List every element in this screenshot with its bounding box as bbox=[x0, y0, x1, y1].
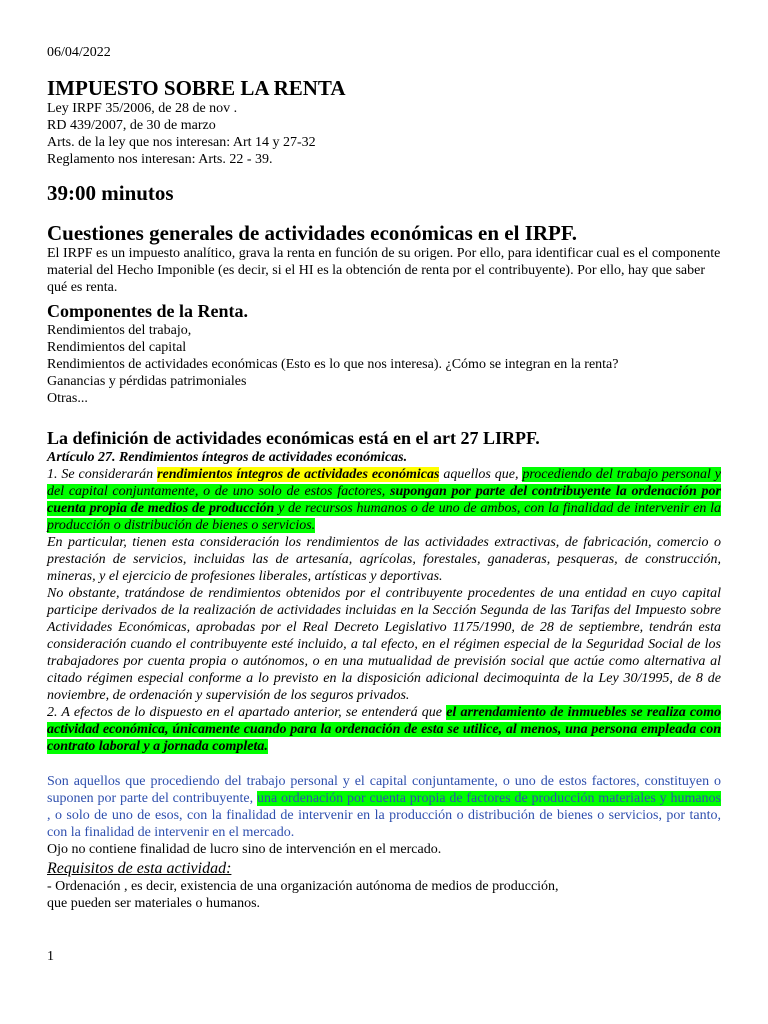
highlighted-text: una ordenación por cuenta propia de factores de producción materiales y humanos bbox=[256, 791, 721, 806]
document-title: IMPUESTO SOBRE LA RENTA bbox=[47, 76, 346, 100]
highlighted-text: el arrendamiento de inmuebles se realiza como actividad económica, únicamente cuando para la ordenación de esta se utilice, al menos, una persona empleada con contrato laboral y a jornada completa. bbox=[47, 705, 722, 754]
highlighted-text: rendimientos íntegros de actividades económicas bbox=[157, 467, 440, 482]
section-general-body: El IRPF es un impuesto analítico, grava la renta en función de su origen. Por ello, para identificar cual es el componente material del Hecho Imponible (es decir, si el HI es la obtención de renta por el contribuyente). Por ello, hay que saber qué es renta. bbox=[47, 246, 721, 295]
note-remark: Ojo no contiene finalidad de lucro sino de intervención en el mercado. bbox=[47, 842, 442, 857]
component-item: Rendimientos del trabajo, bbox=[47, 323, 192, 338]
requirement-line: - Ordenación , es decir, existencia de una organización autónoma de medios de producción, bbox=[47, 879, 559, 894]
law-reference-4: Reglamento nos interesan: Arts. 22 - 39. bbox=[47, 152, 273, 167]
article-paragraph-2: En particular, tienen esta consideración los rendimientos de las actividades extractivas, de fabricación, comercio o prestación de servicios, incluidas las de artesanía, agrícolas, forestales, ganaderas, pesqueras, de construcción, mineras, y el ejercicio de profesiones liberales, artísticas y deportivas. bbox=[47, 535, 721, 584]
requirements-heading: Requisitos de esta actividad: bbox=[47, 860, 232, 877]
section-components-heading: Componentes de la Renta. bbox=[47, 301, 248, 321]
text-run: aquellos que, bbox=[439, 467, 523, 482]
highlighted-text: supongan por parte del contribuyente la ordenación por cuenta propia de medios de producción bbox=[47, 484, 721, 516]
document-date: 06/04/2022 bbox=[47, 45, 111, 60]
text-run: Son aquellos que procediendo del trabajo personal y el capital conjuntamente, o uno de estos factores, constituyen o suponen por parte del contribuyente, bbox=[47, 774, 721, 806]
duration-heading: 39:00 minutos bbox=[47, 181, 174, 205]
section-definition-heading: La definición de actividades económicas está en el art 27 LIRPF. bbox=[47, 428, 540, 448]
article-title: Artículo 27. Rendimientos íntegros de actividades económicas. bbox=[47, 450, 408, 465]
section-general-heading: Cuestiones generales de actividades económicas en el IRPF. bbox=[47, 221, 578, 245]
law-reference-2: RD 439/2007, de 30 de marzo bbox=[47, 118, 216, 133]
component-item: Otras... bbox=[47, 391, 88, 406]
article-paragraph-1 bbox=[47, 466, 721, 534]
article-paragraph-4 bbox=[47, 704, 721, 755]
page-number: 1 bbox=[47, 949, 54, 964]
highlighted-text: y de recursos humanos o de uno de ambos, con la finalidad de intervenir en la producción o distribución de bienes o servicios. bbox=[47, 501, 721, 533]
law-reference-3: Arts. de la ley que nos interesan: Art 14 y 27-32 bbox=[47, 135, 316, 150]
text-run: , o solo de uno de esos, con la finalidad de intervenir en la producción o distribución de bienes o servicios, por tanto, con la finalidad de intervenir en el mercado. bbox=[47, 808, 721, 840]
article-paragraph-3: No obstante, tratándose de rendimientos obtenidos por el contribuyente procedentes de una entidad en cuyo capital participe derivados de la realización de actividades incluidas en la Sección Segunda de las Tarifas del Impuesto sobre Actividades Económicas, aprobadas por el Real Decreto Legislativo 1175/1990, de 28 de septiembre, tendrán esta consideración cuando el contribuyente esté incluido, a tal efecto, en el régimen especial de la Seguridad Social de los trabajadores por cuenta propia o autónomos, o en una mutualidad de previsión social que actúe como alternativa al citado régimen especial conforme a lo previsto en la disposición adicional decimoquinta de la Ley 30/1995, de 8 de noviembre, de ordenación y supervisión de los seguros privados. bbox=[47, 586, 721, 703]
component-item: Rendimientos del capital bbox=[47, 340, 187, 355]
highlighted-text: procediendo del trabajo personal y del capital conjuntamente, o de uno solo de estos factores, bbox=[47, 467, 721, 499]
component-item: Ganancias y pérdidas patrimoniales bbox=[47, 374, 247, 389]
text-run: 1. Se considerarán bbox=[47, 467, 158, 482]
text-run: 2. A efectos de lo dispuesto en el apartado anterior, se entenderá que bbox=[47, 705, 447, 720]
requirement-line: que pueden ser materiales o humanos. bbox=[47, 896, 261, 911]
note-paragraph bbox=[47, 773, 721, 841]
law-reference-1: Ley IRPF 35/2006, de 28 de nov . bbox=[47, 101, 238, 116]
component-item: Rendimientos de actividades económicas (Esto es lo que nos interesa). ¿Cómo se integran en la renta? bbox=[47, 357, 619, 372]
